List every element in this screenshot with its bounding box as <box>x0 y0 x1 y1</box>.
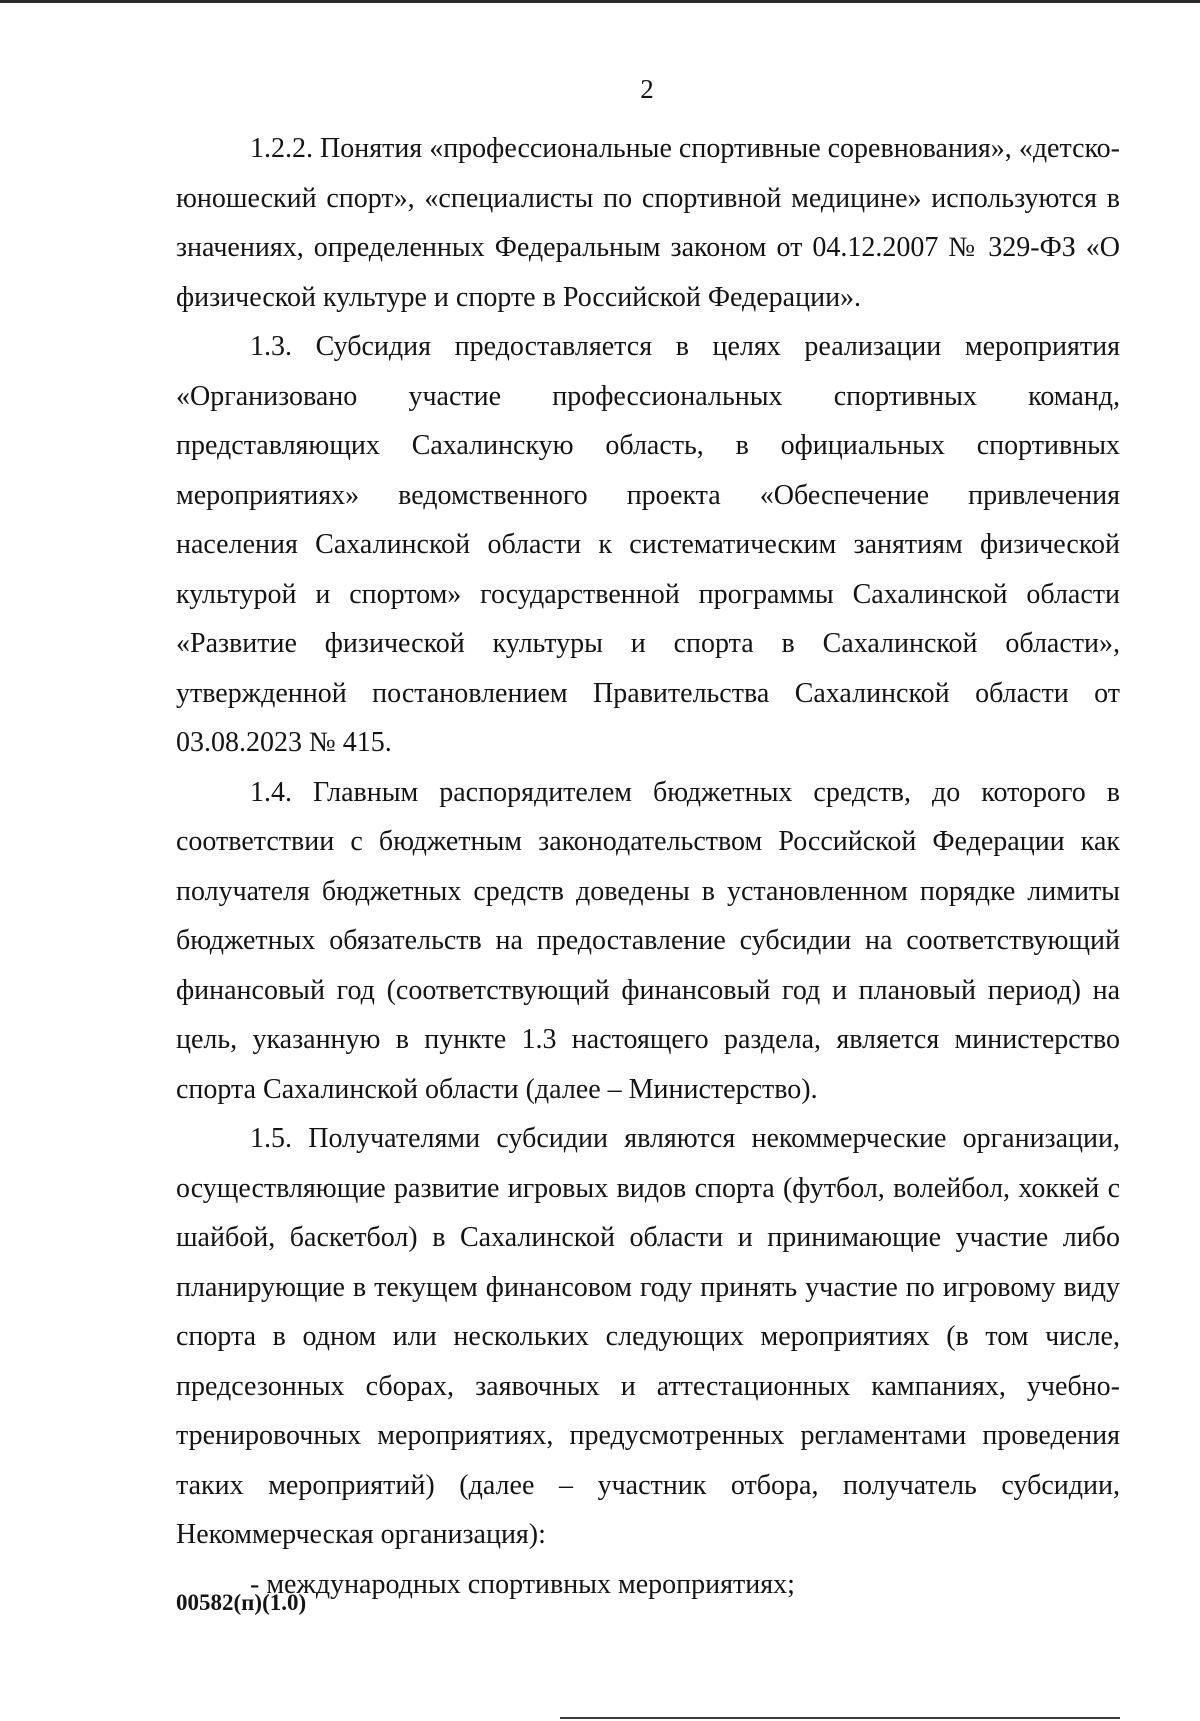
document-body <box>176 124 1120 1609</box>
paragraph-1-4: 1.4. Главным распорядителем бюджетных средств, до которого в соответствии с бюджетным законодательством Российской Федерации как получателя бюджетных средств доведены в установленном порядке лимиты бюджетных обязательств на предоставление субсидии на соответствующий финансовый год (соответствующий финансовый год и плановый период) на цель, указанную в пункте 1.3 настоящего раздела, является министерство спорта Сахалинской области (далее – Министерство). <box>176 776 1120 1105</box>
top-border-line <box>0 0 1200 3</box>
paragraph-1-2-2: 1.2.2. Понятия «профессиональные спортивные соревнования», «детско-юношеский спорт», «специалисты по спортивной медицине» используются в значениях, определенных Федеральным законом от 04.12.2007 № 329-ФЗ «О физической культуре и спорте в Российской Федерации». <box>176 133 1120 313</box>
paragraph-1-5: 1.5. Получателями субсидии являются некоммерческие организации, осуществляющие развитие игровых видов спорта (футбол, волейбол, хоккей с шайбой, баскетбол) в Сахалинской области и принимающие участие либо планирующие в текущем финансовом году принять участие по игровому виду спорта в одном или нескольких следующих мероприятиях (в том числе, предсезонных сборах, заявочных и аттестационных кампаниях, учебно-тренировочных мероприятиях, предусмотренных регламентами проведения таких мероприятий) (далее – участник отбора, получатель субсидии, Некоммерческая организация): <box>176 1123 1120 1550</box>
list-item-international-events: - международных спортивных мероприятиях; <box>250 1568 795 1600</box>
bottom-border-line <box>560 1717 1120 1719</box>
document-footer-code: 00582(п)(1.0) <box>176 1590 307 1615</box>
page-number: 2 <box>640 74 654 104</box>
paragraph-1-3: 1.3. Субсидия предоставляется в целях реализации мероприятия «Организовано участие профессиональных спортивных команд, представляющих Сахалинскую область, в официальных спортивных мероприятиях» ведомственного проекта «Обеспечение привлечения населения Сахалинской области к систематическим занятиям физической культурой и спортом» государственной программы Сахалинской области «Развитие физической культуры и спорта в Сахалинской области», утвержденной постановлением Правительства Сахалинской области от 03.08.2023 № 415. <box>176 331 1120 758</box>
